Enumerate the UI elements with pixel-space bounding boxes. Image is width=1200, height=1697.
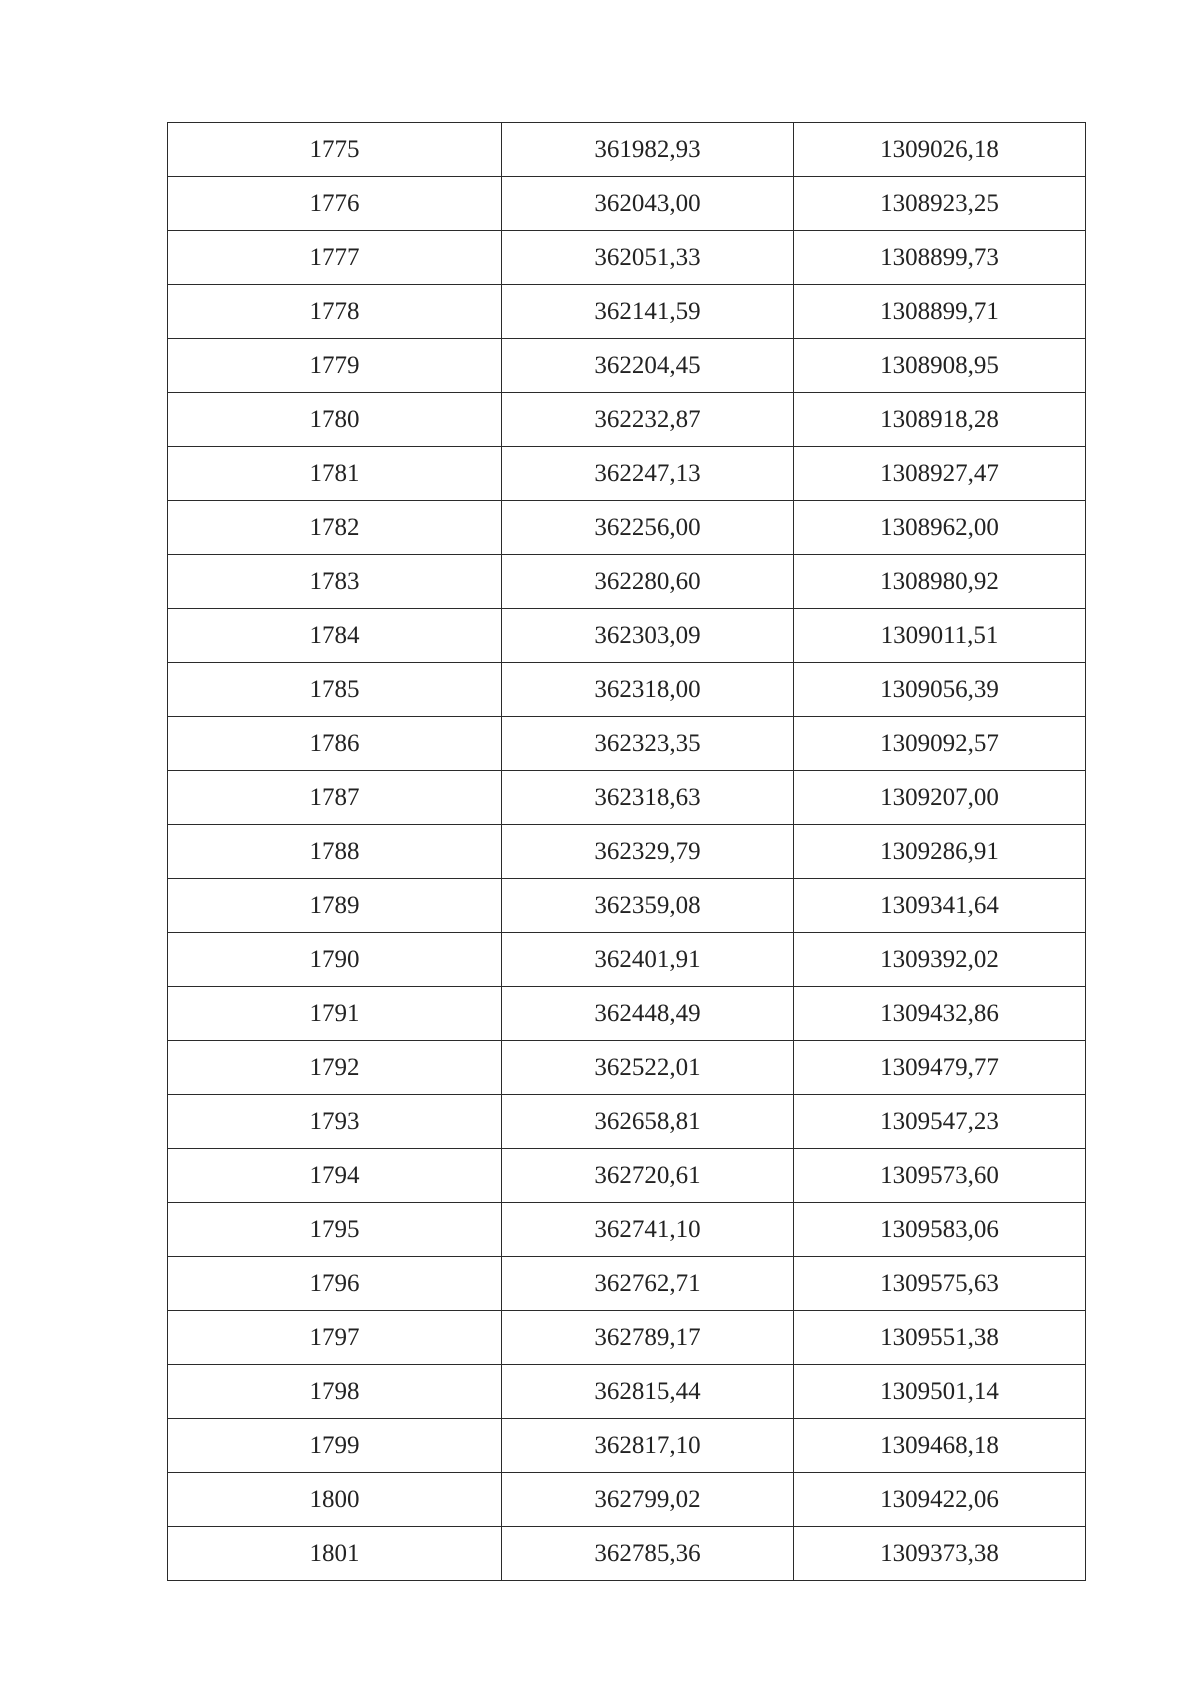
y-coordinate-cell: 1309468,18 (794, 1419, 1086, 1473)
x-coordinate-cell: 362815,44 (502, 1365, 794, 1419)
x-coordinate-cell: 362043,00 (502, 177, 794, 231)
y-coordinate-cell: 1309573,60 (794, 1149, 1086, 1203)
y-coordinate-cell: 1309551,38 (794, 1311, 1086, 1365)
point-number-cell: 1781 (168, 447, 502, 501)
coordinates-table (167, 122, 1086, 1581)
point-number-cell: 1801 (168, 1527, 502, 1581)
y-coordinate-cell: 1309026,18 (794, 123, 1086, 177)
table-row (168, 1257, 1086, 1311)
y-coordinate-cell: 1309056,39 (794, 663, 1086, 717)
x-coordinate-cell: 362522,01 (502, 1041, 794, 1095)
table-row (168, 285, 1086, 339)
table-row (168, 501, 1086, 555)
x-coordinate-cell: 362318,63 (502, 771, 794, 825)
x-coordinate-cell: 362359,08 (502, 879, 794, 933)
y-coordinate-cell: 1309479,77 (794, 1041, 1086, 1095)
table-row (168, 339, 1086, 393)
table-row (168, 717, 1086, 771)
point-number-cell: 1782 (168, 501, 502, 555)
point-number-cell: 1787 (168, 771, 502, 825)
table-row (168, 663, 1086, 717)
x-coordinate-cell: 362448,49 (502, 987, 794, 1041)
table-row (168, 1095, 1086, 1149)
y-coordinate-cell: 1308923,25 (794, 177, 1086, 231)
coordinates-table-container (167, 122, 1085, 1581)
point-number-cell: 1788 (168, 825, 502, 879)
coordinates-table-body (168, 123, 1086, 1581)
y-coordinate-cell: 1309207,00 (794, 771, 1086, 825)
x-coordinate-cell: 362232,87 (502, 393, 794, 447)
x-coordinate-cell: 362799,02 (502, 1473, 794, 1527)
x-coordinate-cell: 362303,09 (502, 609, 794, 663)
x-coordinate-cell: 362658,81 (502, 1095, 794, 1149)
point-number-cell: 1775 (168, 123, 502, 177)
point-number-cell: 1780 (168, 393, 502, 447)
table-row (168, 987, 1086, 1041)
y-coordinate-cell: 1308980,92 (794, 555, 1086, 609)
y-coordinate-cell: 1309583,06 (794, 1203, 1086, 1257)
point-number-cell: 1800 (168, 1473, 502, 1527)
x-coordinate-cell: 362247,13 (502, 447, 794, 501)
point-number-cell: 1796 (168, 1257, 502, 1311)
x-coordinate-cell: 362323,35 (502, 717, 794, 771)
point-number-cell: 1797 (168, 1311, 502, 1365)
table-row (168, 1203, 1086, 1257)
point-number-cell: 1783 (168, 555, 502, 609)
y-coordinate-cell: 1309547,23 (794, 1095, 1086, 1149)
point-number-cell: 1789 (168, 879, 502, 933)
table-row (168, 555, 1086, 609)
point-number-cell: 1794 (168, 1149, 502, 1203)
point-number-cell: 1791 (168, 987, 502, 1041)
point-number-cell: 1792 (168, 1041, 502, 1095)
x-coordinate-cell: 362204,45 (502, 339, 794, 393)
x-coordinate-cell: 362817,10 (502, 1419, 794, 1473)
table-row (168, 447, 1086, 501)
y-coordinate-cell: 1308918,28 (794, 393, 1086, 447)
y-coordinate-cell: 1309092,57 (794, 717, 1086, 771)
point-number-cell: 1790 (168, 933, 502, 987)
y-coordinate-cell: 1309501,14 (794, 1365, 1086, 1419)
x-coordinate-cell: 362256,00 (502, 501, 794, 555)
x-coordinate-cell: 362280,60 (502, 555, 794, 609)
y-coordinate-cell: 1309341,64 (794, 879, 1086, 933)
x-coordinate-cell: 362329,79 (502, 825, 794, 879)
point-number-cell: 1786 (168, 717, 502, 771)
table-row (168, 393, 1086, 447)
table-row (168, 1311, 1086, 1365)
x-coordinate-cell: 362785,36 (502, 1527, 794, 1581)
point-number-cell: 1777 (168, 231, 502, 285)
table-row (168, 1149, 1086, 1203)
table-row (168, 1365, 1086, 1419)
y-coordinate-cell: 1308962,00 (794, 501, 1086, 555)
x-coordinate-cell: 362141,59 (502, 285, 794, 339)
y-coordinate-cell: 1309011,51 (794, 609, 1086, 663)
point-number-cell: 1776 (168, 177, 502, 231)
table-row (168, 825, 1086, 879)
point-number-cell: 1795 (168, 1203, 502, 1257)
y-coordinate-cell: 1309286,91 (794, 825, 1086, 879)
point-number-cell: 1779 (168, 339, 502, 393)
table-row (168, 1473, 1086, 1527)
x-coordinate-cell: 362762,71 (502, 1257, 794, 1311)
point-number-cell: 1778 (168, 285, 502, 339)
y-coordinate-cell: 1308899,71 (794, 285, 1086, 339)
point-number-cell: 1793 (168, 1095, 502, 1149)
point-number-cell: 1785 (168, 663, 502, 717)
point-number-cell: 1798 (168, 1365, 502, 1419)
x-coordinate-cell: 362051,33 (502, 231, 794, 285)
x-coordinate-cell: 362789,17 (502, 1311, 794, 1365)
y-coordinate-cell: 1309575,63 (794, 1257, 1086, 1311)
y-coordinate-cell: 1309373,38 (794, 1527, 1086, 1581)
x-coordinate-cell: 362741,10 (502, 1203, 794, 1257)
x-coordinate-cell: 362720,61 (502, 1149, 794, 1203)
table-row (168, 231, 1086, 285)
point-number-cell: 1799 (168, 1419, 502, 1473)
y-coordinate-cell: 1308899,73 (794, 231, 1086, 285)
table-row (168, 1041, 1086, 1095)
table-row (168, 609, 1086, 663)
x-coordinate-cell: 361982,93 (502, 123, 794, 177)
table-row (168, 177, 1086, 231)
point-number-cell: 1784 (168, 609, 502, 663)
x-coordinate-cell: 362401,91 (502, 933, 794, 987)
x-coordinate-cell: 362318,00 (502, 663, 794, 717)
table-row (168, 1419, 1086, 1473)
y-coordinate-cell: 1308927,47 (794, 447, 1086, 501)
y-coordinate-cell: 1309422,06 (794, 1473, 1086, 1527)
table-row (168, 771, 1086, 825)
table-row (168, 879, 1086, 933)
y-coordinate-cell: 1309392,02 (794, 933, 1086, 987)
table-row (168, 123, 1086, 177)
y-coordinate-cell: 1309432,86 (794, 987, 1086, 1041)
table-row (168, 933, 1086, 987)
y-coordinate-cell: 1308908,95 (794, 339, 1086, 393)
table-row (168, 1527, 1086, 1581)
